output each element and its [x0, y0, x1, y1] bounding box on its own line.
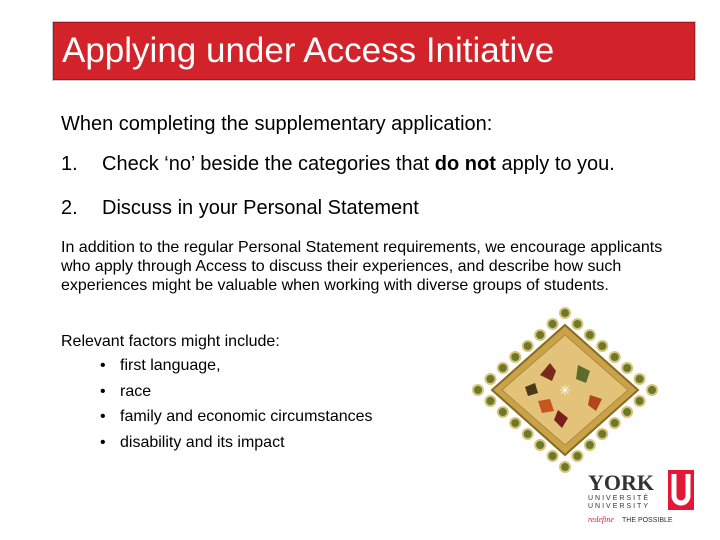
list-item: • race: [100, 382, 152, 400]
ring-dot: [597, 341, 607, 351]
ring-dot: [535, 440, 545, 450]
logo-sub-fr: UNIVERSITÉ: [588, 495, 651, 502]
ring-dot: [473, 385, 483, 395]
ring-dot: [498, 407, 508, 417]
ring-dot: [510, 418, 520, 428]
logo-name: YORK: [588, 470, 654, 495]
access-diamond-artwork: [470, 305, 660, 475]
ring-dot: [523, 429, 533, 439]
ring-dot: [622, 407, 632, 417]
ring-dot: [622, 363, 632, 373]
step-number: 1.: [61, 153, 78, 175]
list-item: • disability and its impact: [100, 433, 285, 451]
bullet-icon: •: [100, 357, 106, 374]
ring-dot: [560, 462, 570, 472]
ring-dot: [498, 363, 508, 373]
bullet-icon: •: [100, 433, 106, 451]
ring-dot: [510, 352, 520, 362]
ring-dot: [585, 440, 595, 450]
list-item: • family and economic circumstances: [100, 408, 373, 425]
logo-tagline-dark: THE POSSIBLE: [622, 517, 673, 524]
logo-sub-en: UNIVERSITY: [588, 503, 651, 510]
ring-dot: [485, 374, 495, 384]
step-text-after: apply to you.: [495, 153, 615, 175]
slide-title: Applying under Access Initiative: [62, 31, 555, 70]
intro-text: When completing the supplementary application:: [61, 113, 493, 135]
step-2: [61, 197, 419, 220]
step-number: 2.: [61, 197, 78, 219]
ring-dot: [635, 374, 645, 384]
ring-dot: [585, 330, 595, 340]
factors-list: [100, 357, 373, 459]
logo-tagline-red: redefine: [588, 515, 614, 524]
ring-dot: [485, 396, 495, 406]
ring-dot: [572, 319, 582, 329]
title-banner: [53, 22, 695, 80]
ring-dot: [548, 319, 558, 329]
ring-dot: [610, 352, 620, 362]
ring-dot: [572, 451, 582, 461]
factors-heading: Relevant factors might include:: [61, 333, 280, 350]
step-1: [61, 153, 615, 176]
step-text-before: Check ‘no’ beside the categories that: [102, 153, 435, 175]
ring-dot: [647, 385, 657, 395]
ring-dot: [548, 451, 558, 461]
ring-dot: [597, 429, 607, 439]
svg-text:✳: ✳: [559, 383, 571, 399]
ring-dot: [523, 341, 533, 351]
body-paragraph: In addition to the regular Personal Statement requirements, we encourage applicants who apply through Access to discuss their experiences, and describe how such experiences might be valuable when working with diverse groups of students.: [61, 239, 663, 294]
bullet-icon: •: [100, 382, 106, 400]
step-bold-text: do not: [434, 153, 496, 175]
york-university-logo: [586, 468, 696, 526]
ring-dot: [560, 308, 570, 318]
ring-dot: [635, 396, 645, 406]
bullet-icon: •: [100, 408, 106, 425]
ring-dot: [610, 418, 620, 428]
list-item: • first language,: [100, 357, 221, 374]
ring-dot: [535, 330, 545, 340]
step-text: Discuss in your Personal Statement: [102, 197, 419, 219]
